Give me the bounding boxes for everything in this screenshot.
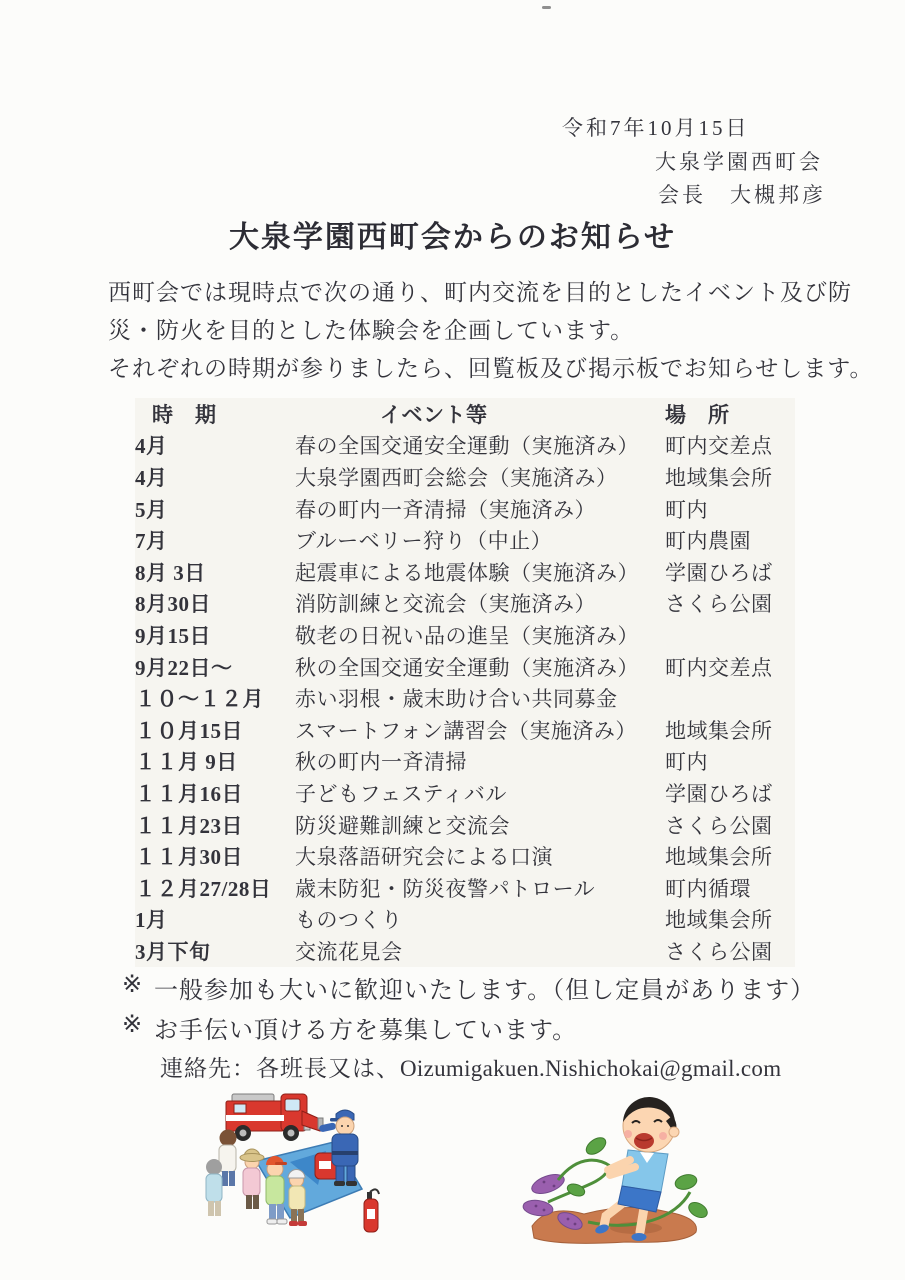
scan-speck (542, 6, 551, 9)
table-row (135, 935, 795, 967)
table-row (135, 619, 795, 651)
contact-line (160, 1050, 781, 1083)
cell-place: 学園ひろば (665, 560, 773, 585)
cell-time: １１月30日 (135, 845, 243, 870)
cell-place: 町内農園 (665, 529, 751, 554)
table-row (135, 524, 795, 556)
cell-event: 春の全国交通安全運動（実施済み） (295, 434, 639, 459)
cell-time: 8月 3日 (135, 560, 206, 585)
cell-place: 地域集会所 (665, 908, 773, 933)
table-row (135, 651, 795, 683)
cell-time: １１月 9日 (135, 750, 238, 775)
cell-event: 歳末防犯・防災夜警パトロール (295, 876, 596, 901)
table-row (135, 461, 795, 493)
cell-time: 7月 (135, 529, 168, 554)
table-row (135, 872, 795, 904)
cell-event: ものつくり (295, 908, 403, 933)
page-title: 大泉学園西町会からのお知らせ (228, 221, 677, 254)
cell-event: 大泉落語研究会による口演 (295, 845, 553, 870)
header-event: イベント等 (380, 402, 488, 427)
cell-time: 9月22日～ (135, 655, 233, 680)
table-row (135, 746, 795, 778)
cell-time: 3月下旬 (135, 939, 211, 964)
intro-line-3: それぞれの時期が参りましたら、回覧板及び掲示板でお知らせします。 (108, 356, 874, 381)
intro-line-1: 西町会では現時点で次の通り、町内交流を目的としたイベント及び防 (108, 280, 852, 305)
cell-place: さくら公園 (665, 592, 773, 617)
cell-event: 大泉学園西町会総会（実施済み） (295, 465, 618, 490)
table-row (135, 588, 795, 620)
note-text: 一般参加も大いに歓迎いたします。（但し定員があります） (154, 978, 816, 1004)
fire-drill-illustration (198, 1085, 388, 1247)
cell-place: 町内 (665, 497, 708, 522)
intro-line-2: 災・防火を目的とした体験会を企画しています。 (108, 318, 635, 343)
cell-event: 春の町内一斉清掃（実施済み） (295, 497, 596, 522)
document-date: 令和7年10月15日 (562, 116, 750, 140)
cell-time: １２月27/28日 (135, 876, 272, 901)
cell-event: 赤い羽根・歳末助け合い共同募金 (295, 687, 618, 712)
note-marker: ※ (122, 1012, 144, 1038)
table-row (135, 714, 795, 746)
cell-place: 地域集会所 (665, 465, 773, 490)
cell-place: 地域集会所 (665, 718, 773, 743)
chairman-name: 会長 大槻邦彦 (658, 183, 826, 207)
note-marker: ※ (122, 972, 144, 998)
cell-place: 学園ひろば (665, 781, 773, 806)
cell-event: 秋の全国交通安全運動（実施済み） (295, 655, 639, 680)
cell-event: 秋の町内一斉清掃 (295, 750, 467, 775)
cell-time: 5月 (135, 497, 168, 522)
cell-time: １１月16日 (135, 781, 243, 806)
event-schedule-table (135, 398, 795, 967)
cell-event: 防災避難訓練と交流会 (295, 813, 510, 838)
table-row (135, 430, 795, 462)
table-row (135, 809, 795, 841)
header-place: 場 所 (665, 402, 730, 427)
cell-time: 4月 (135, 434, 168, 459)
cell-event: 交流花見会 (295, 939, 403, 964)
organization-name: 大泉学園西町会 (655, 150, 823, 174)
header-time: 時 期 (152, 402, 217, 427)
cell-time: 4月 (135, 465, 168, 490)
table-header-row (135, 398, 795, 430)
cell-time: １０～１２月 (135, 687, 264, 712)
cell-place: さくら公園 (665, 939, 773, 964)
cell-place: 町内交差点 (665, 655, 773, 680)
table-row (135, 840, 795, 872)
note-text: お手伝い頂ける方を募集しています。 (154, 1018, 578, 1044)
cell-place: 町内交差点 (665, 434, 773, 459)
cell-place: 地域集会所 (665, 845, 773, 870)
sweet-potato-clipart-svg (518, 1090, 718, 1248)
cell-event: スマートフォン講習会（実施済み） (295, 718, 637, 743)
cell-place: 町内循環 (665, 876, 751, 901)
cell-event: 子どもフェスティバル (295, 781, 507, 806)
cell-time: 9月15日 (135, 623, 211, 648)
cell-place: 町内 (665, 750, 708, 775)
fire-drill-clipart-svg (198, 1085, 388, 1247)
table-row (135, 493, 795, 525)
table-row (135, 777, 795, 809)
table-row (135, 556, 795, 588)
sweet-potato-digging-illustration (518, 1090, 718, 1248)
cell-event: ブルーベリー狩り（中止） (295, 529, 553, 554)
note-participation (122, 970, 815, 1005)
cell-event: 起震車による地震体験（実施済み） (295, 560, 639, 585)
cell-time: １１月23日 (135, 813, 243, 838)
cell-event: 消防訓練と交流会（実施済み） (295, 592, 596, 617)
cell-time: 8月30日 (135, 592, 211, 617)
table-row (135, 904, 795, 936)
cell-time: １０月15日 (135, 718, 243, 743)
cell-event: 敬老の日祝い品の進呈（実施済み） (295, 623, 639, 648)
table-row (135, 682, 795, 714)
note-volunteers (122, 1010, 577, 1045)
contact-label: 連絡先：各班長又は、 (160, 1056, 400, 1081)
cell-time: 1月 (135, 908, 168, 933)
contact-email: Oizumigakuen.Nishichokai@gmail.com (400, 1056, 782, 1081)
cell-place: さくら公園 (665, 813, 773, 838)
